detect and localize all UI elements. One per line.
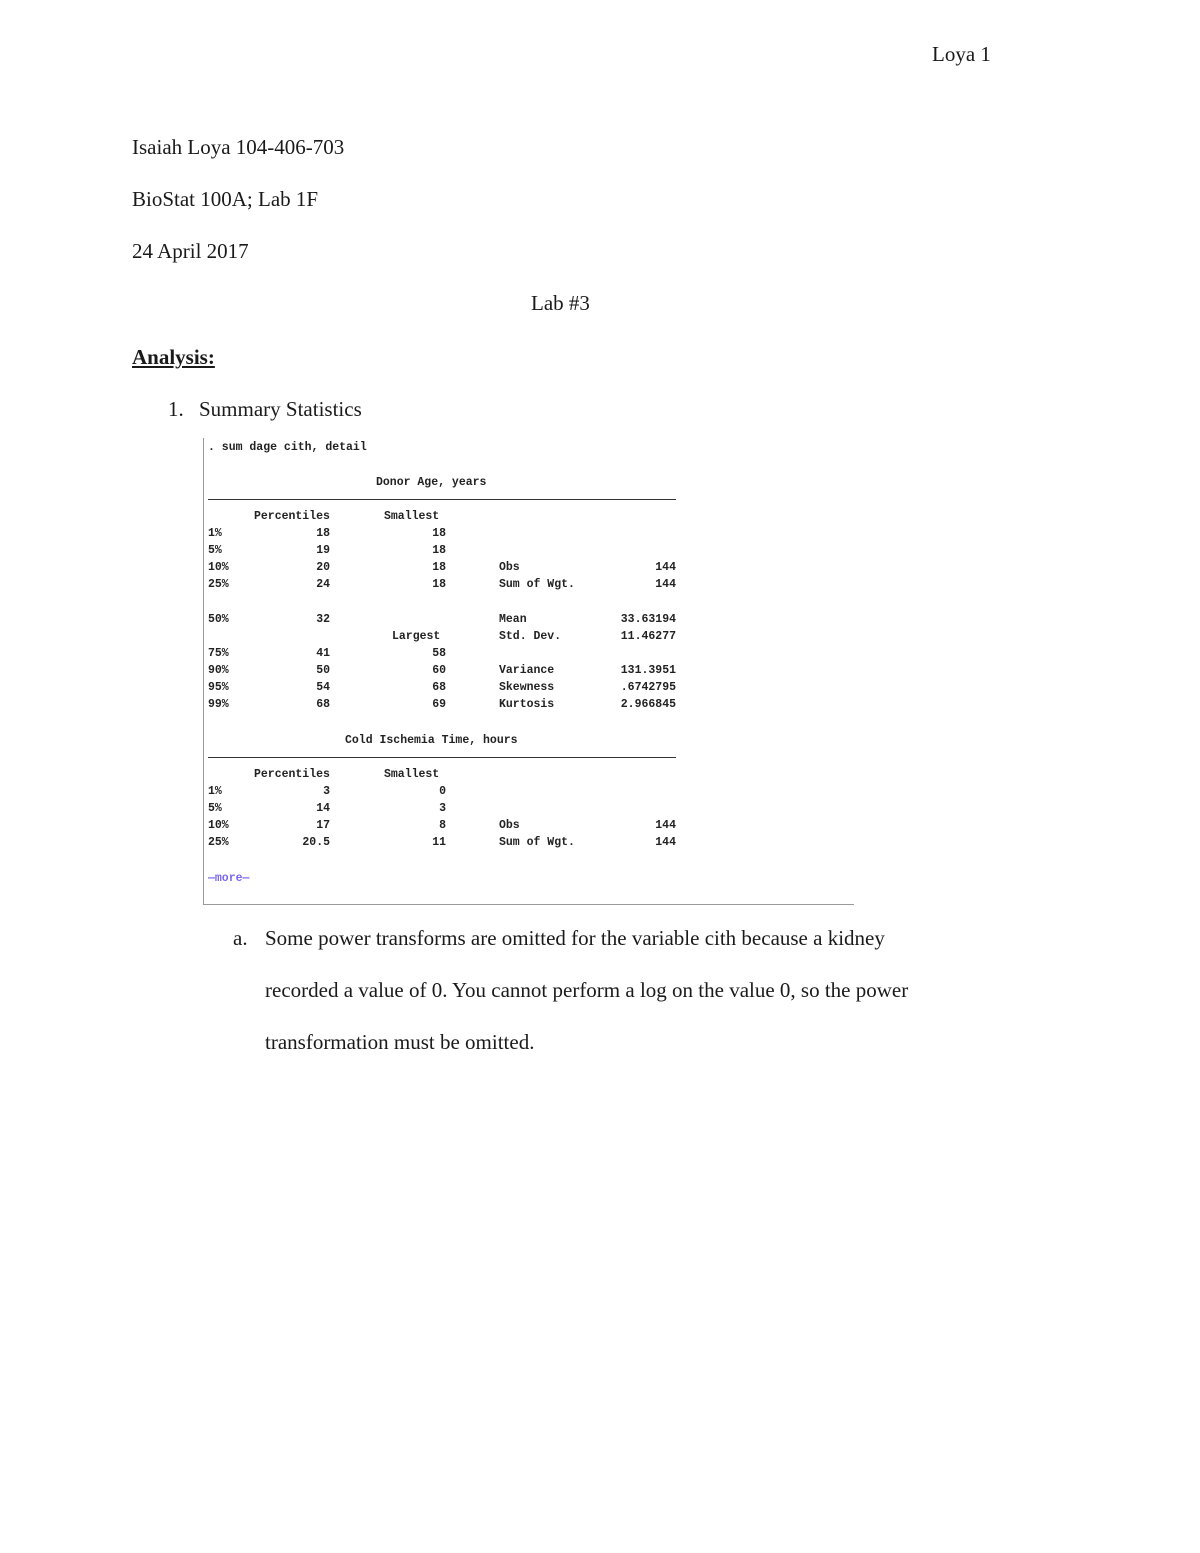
table-title-donor-age: Donor Age, years <box>376 476 487 489</box>
stat-cell-stat: Sum of Wgt. <box>499 836 575 849</box>
stat-cell-p: 54 <box>316 681 330 694</box>
stat-cell-pct: 5% <box>208 544 222 557</box>
stat-cell-ext: 18 <box>432 578 446 591</box>
stat-cell-stat: Sum of Wgt. <box>499 578 575 591</box>
col-header-percentiles: Percentiles <box>254 768 330 781</box>
stat-cell-pct: 5% <box>208 802 222 815</box>
stat-cell-p: 19 <box>316 544 330 557</box>
stat-cell-stat: Obs <box>499 819 520 832</box>
stat-cell-val: 144 <box>655 836 676 849</box>
stat-cell-val: 144 <box>655 819 676 832</box>
paragraph-line: transformation must be omitted. <box>265 1030 535 1054</box>
stat-cell-ext: 18 <box>432 544 446 557</box>
list-item-number: 1. <box>168 397 184 421</box>
stat-cell-p: 18 <box>316 527 330 540</box>
stat-cell-ext: 18 <box>432 527 446 540</box>
section-heading: Analysis: <box>132 345 215 369</box>
stat-cell-stat: Obs <box>499 561 520 574</box>
stat-cell-stat: Variance <box>499 664 555 677</box>
stat-cell-val: 131.3951 <box>620 664 676 677</box>
stat-cell-p: 20.5 <box>302 836 330 849</box>
running-head: Loya 1 <box>932 42 991 66</box>
author-line: Isaiah Loya 104-406-703 <box>132 135 345 159</box>
stat-cell-pct: 90% <box>208 664 229 677</box>
stat-cell-p: 20 <box>316 561 330 574</box>
date-line: 24 April 2017 <box>132 239 249 263</box>
stat-cell-stat: Kurtosis <box>499 698 555 711</box>
stat-cell-val: 33.63194 <box>620 613 676 626</box>
stat-cell-p: 24 <box>316 578 330 591</box>
stat-cell-val: 144 <box>655 578 676 591</box>
stat-cell-pct: 1% <box>208 527 222 540</box>
stat-cell-p: 32 <box>316 613 330 626</box>
stat-cell-ext: 11 <box>432 836 446 849</box>
stat-cell-stat: Skewness <box>499 681 555 694</box>
course-line: BioStat 100A; Lab 1F <box>132 187 319 211</box>
stat-cell-ext: 3 <box>439 802 446 815</box>
stat-cell-stat: Std. Dev. <box>499 630 562 643</box>
stat-cell-p: 68 <box>316 698 330 711</box>
stat-cell-val: 2.966845 <box>620 698 676 711</box>
stat-cell-pct: 25% <box>208 836 229 849</box>
stat-cell-p: 17 <box>316 819 330 832</box>
stat-cell-p: 3 <box>323 785 330 798</box>
list-item-label: Summary Statistics <box>199 397 362 421</box>
stat-cell-pct: 10% <box>208 819 229 832</box>
stat-cell-val: 11.46277 <box>620 630 676 643</box>
stat-cell-ext: 68 <box>432 681 446 694</box>
col-header-largest: Largest <box>392 630 441 643</box>
stat-cell-pct: 95% <box>208 681 229 694</box>
stat-cell-ext: 0 <box>439 785 446 798</box>
stat-cell-pct: 50% <box>208 613 229 626</box>
col-header-smallest: Smallest <box>384 768 440 781</box>
more-link[interactable]: —more— <box>208 872 250 885</box>
table-rule <box>208 757 676 758</box>
stata-command: . sum dage cith, detail <box>208 441 367 454</box>
stat-cell-pct: 1% <box>208 785 222 798</box>
stat-cell-pct: 10% <box>208 561 229 574</box>
stat-cell-pct: 25% <box>208 578 229 591</box>
stat-cell-p: 14 <box>316 802 330 815</box>
stat-cell-ext: 8 <box>439 819 446 832</box>
table-title-cold-ischemia: Cold Ischemia Time, hours <box>345 734 518 747</box>
stat-cell-val: 144 <box>655 561 676 574</box>
stat-cell-stat: Mean <box>499 613 527 626</box>
stat-cell-pct: 75% <box>208 647 229 660</box>
stat-cell-ext: 18 <box>432 561 446 574</box>
col-header-smallest: Smallest <box>384 510 440 523</box>
stat-cell-pct: 99% <box>208 698 229 711</box>
table-rule <box>208 499 676 500</box>
stata-output-panel <box>203 438 854 905</box>
sub-item-letter: a. <box>233 926 248 950</box>
stat-cell-p: 50 <box>316 664 330 677</box>
col-header-percentiles: Percentiles <box>254 510 330 523</box>
stat-cell-ext: 60 <box>432 664 446 677</box>
stat-cell-val: .6742795 <box>620 681 676 694</box>
stat-cell-ext: 69 <box>432 698 446 711</box>
stat-cell-ext: 58 <box>432 647 446 660</box>
paragraph-line: recorded a value of 0. You cannot perform a log on the value 0, so the power <box>265 978 909 1002</box>
page-title: Lab #3 <box>531 291 590 315</box>
paragraph-line: Some power transforms are omitted for the variable cith because a kidney <box>265 926 885 950</box>
stat-cell-p: 41 <box>316 647 330 660</box>
